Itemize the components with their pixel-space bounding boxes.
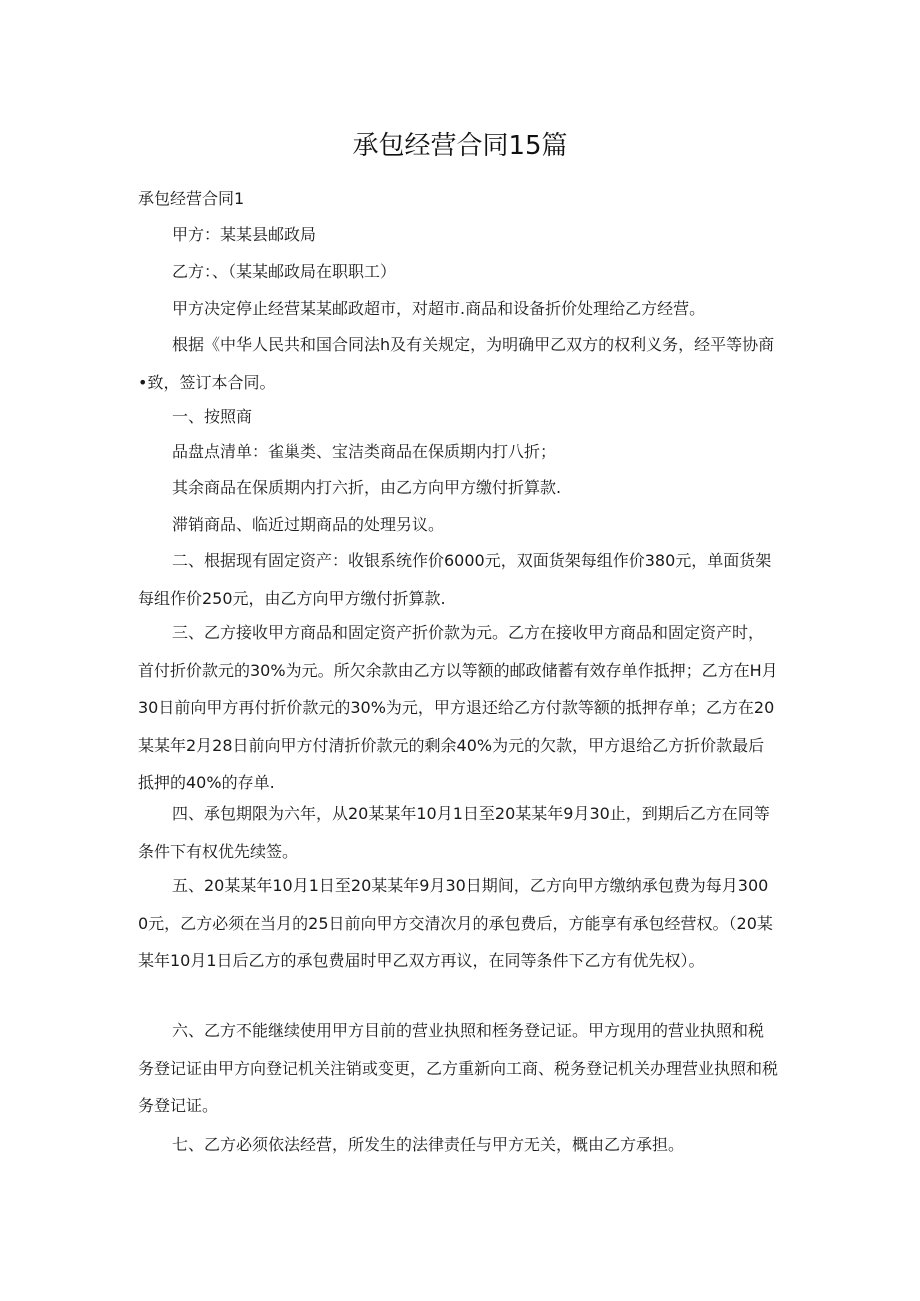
clause-heading: 一、按照商 (172, 407, 253, 426)
paragraph: 品盘点清单：雀巢类、宝洁类商品在保质期内打八折； (172, 442, 557, 461)
clause-4: 四、承包期限为六年，从20某某年10月1日至20某某年9月30止，到期后乙方在同等条件下有权优先续签。 (138, 804, 770, 861)
contract-heading: 承包经营合同1 (138, 189, 245, 208)
document-title: 承包经营合同15篇 (352, 131, 568, 161)
clause-3: 三、乙方接收甲方商品和固定资产折价款为元。乙方在接收甲方商品和固定资产时，首付折价款元的30%为元。所欠余款由乙方以等额的邮政储蓄有效存单作抵押；乙方在H月30日前向甲方再付折价款元的30%为元，甲方退还给乙方付款等额的抵押存单；乙方在20某某年2月28日前向甲方付清折价款元的剩余40%为元的欠款，甲方退给乙方折价款最后抵押的40%的存单. (138, 623, 778, 792)
clause-5: 五、20某某年10月1日至20某某年9月30日期间，乙方向甲方缴纳承包费为每月3000元，乙方必须在当月的25日前向甲方交清次月的承包费后，方能享有承包经营权。（20某某年10月1日后乙方的承包费届时甲乙双方再议，在同等条件下乙方有优先权）。 (138, 876, 773, 970)
clause-6: 六、乙方不能继续使用甲方目前的营业执照和桎务登记证。甲方现用的营业执照和税务登记证由甲方向登记机关注销或变更，乙方重新向工商、税务登记机关办理营业执照和税务登记证。 (138, 1021, 779, 1115)
clause-7: 七、乙方必须依法经营，所发生的法律责任与甲方无关，概由乙方承担。 (172, 1135, 685, 1154)
paragraph: 甲方决定停止经营某某邮政超市，对超市.商品和设备折价处理给乙方经营。 (172, 299, 706, 318)
paragraph: 其余商品在保质期内打六折，由乙方向甲方缴付折算款. (172, 478, 562, 497)
paragraph: 滞销商品、临近过期商品的处理另议。 (172, 515, 445, 534)
party-b-line: 乙方：、（某某邮政局在职职工） (172, 262, 397, 281)
clause-2: 二、根据现有固定资产：收银系统作价6000元，双面货架每组作价380元，单面货架每组作价250元，由乙方向甲方缴付折算款. (138, 551, 772, 608)
paragraph: 根据《中华人民共和国合同法h及有关规定，为明确甲乙双方的权利义务，经平等协商•致，签订本合同。 (138, 335, 775, 392)
party-a-line: 甲方：某某县邮政局 (172, 225, 317, 244)
